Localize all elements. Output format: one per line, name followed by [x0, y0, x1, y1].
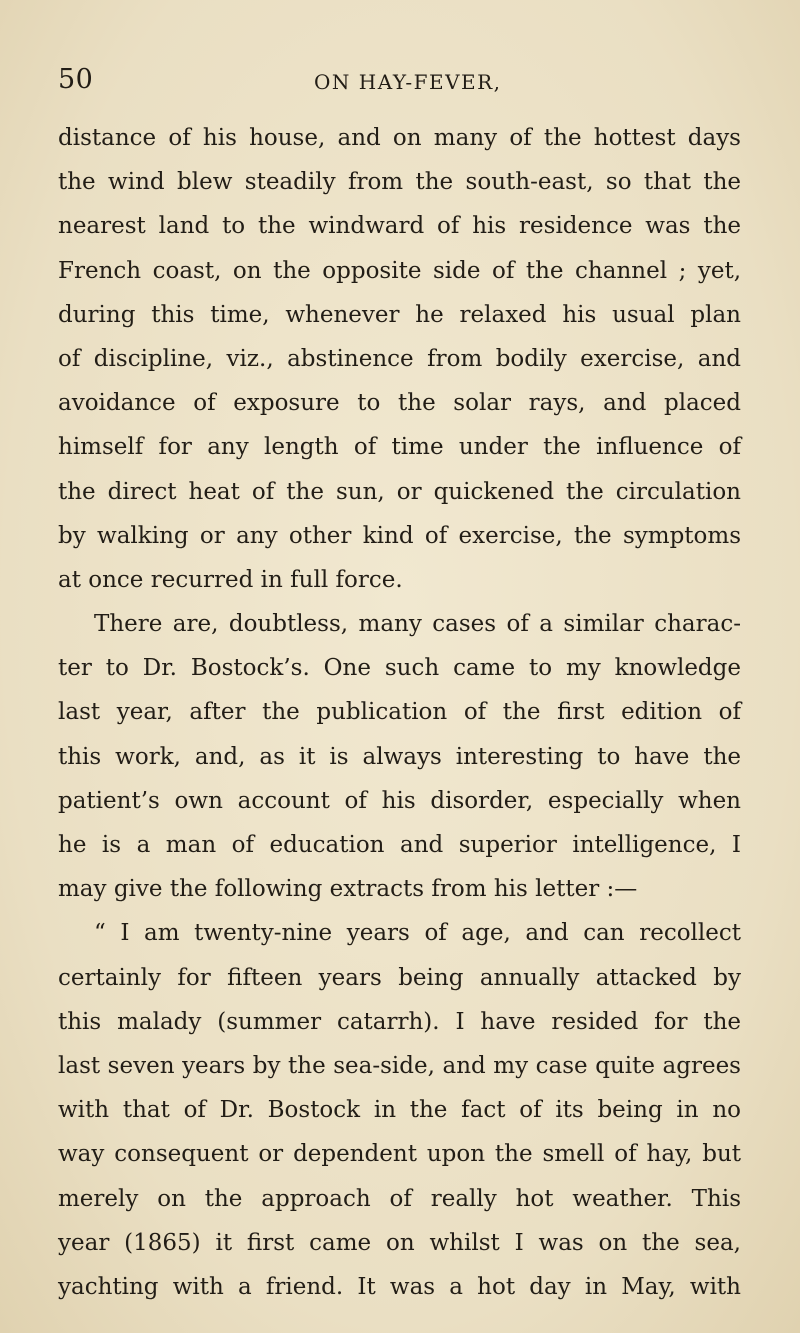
text-line: way consequent or dependent upon the smell of hay, but	[58, 1141, 741, 1168]
text-line: with that of Dr. Bostock in the fact of its being in no	[58, 1097, 741, 1124]
text-line: he is a man of education and superior intelligence, I	[58, 832, 741, 858]
body-text	[58, 116, 741, 1309]
text-line: this work, and, as it is always interesting to have the	[58, 743, 741, 770]
text-line: patient’s own account of his disorder, especially when	[58, 787, 741, 814]
text-line: last seven years by the sea-side, and my case quite agrees	[58, 1052, 741, 1079]
text-line: of discipline, viz., abstinence from bodily exercise, and	[58, 345, 741, 372]
text-line: yachting with a friend. It was a hot day in May, with	[58, 1273, 741, 1300]
page-header	[58, 64, 742, 104]
text-line: at once recurred in full force.	[58, 566, 403, 593]
text-line: “ I am twenty-nine years of age, and can recollect	[94, 920, 741, 947]
text-line: merely on the approach of really hot weather. This	[58, 1185, 741, 1212]
text-line: by walking or any other kind of exercise, the symptoms	[58, 522, 741, 549]
text-line: this malady (summer catarrh). I have resided for the	[58, 1008, 741, 1035]
text-line: avoidance of exposure to the solar rays, and placed	[58, 390, 741, 417]
text-line: last year, after the publication of the first edition of	[58, 699, 741, 726]
text-line: There are, doubtless, many cases of a similar charac-	[94, 611, 741, 638]
text-line: certainly for fifteen years being annually attacked by	[58, 964, 741, 991]
page-number: 50	[58, 64, 94, 95]
text-line: year (1865) it first came on whilst I was on the sea,	[58, 1229, 741, 1256]
text-line: himself for any length of time under the influence of	[58, 434, 741, 461]
text-line: the wind blew steadily from the south-east, so that the	[58, 169, 741, 196]
text-line: nearest land to the windward of his residence was the	[58, 213, 741, 240]
running-head: ON HAY-FEVER,	[314, 70, 502, 94]
text-line: the direct heat of the sun, or quickened the circulation	[58, 478, 741, 505]
text-line: French coast, on the opposite side of the channel ; yet,	[58, 257, 741, 284]
text-line: ter to Dr. Bostock’s. One such came to my knowledge	[58, 655, 741, 682]
text-line: distance of his house, and on many of the hottest days	[58, 125, 741, 151]
text-line: during this time, whenever he relaxed his usual plan	[58, 301, 741, 328]
text-line: may give the following extracts from his letter :—	[58, 876, 638, 903]
